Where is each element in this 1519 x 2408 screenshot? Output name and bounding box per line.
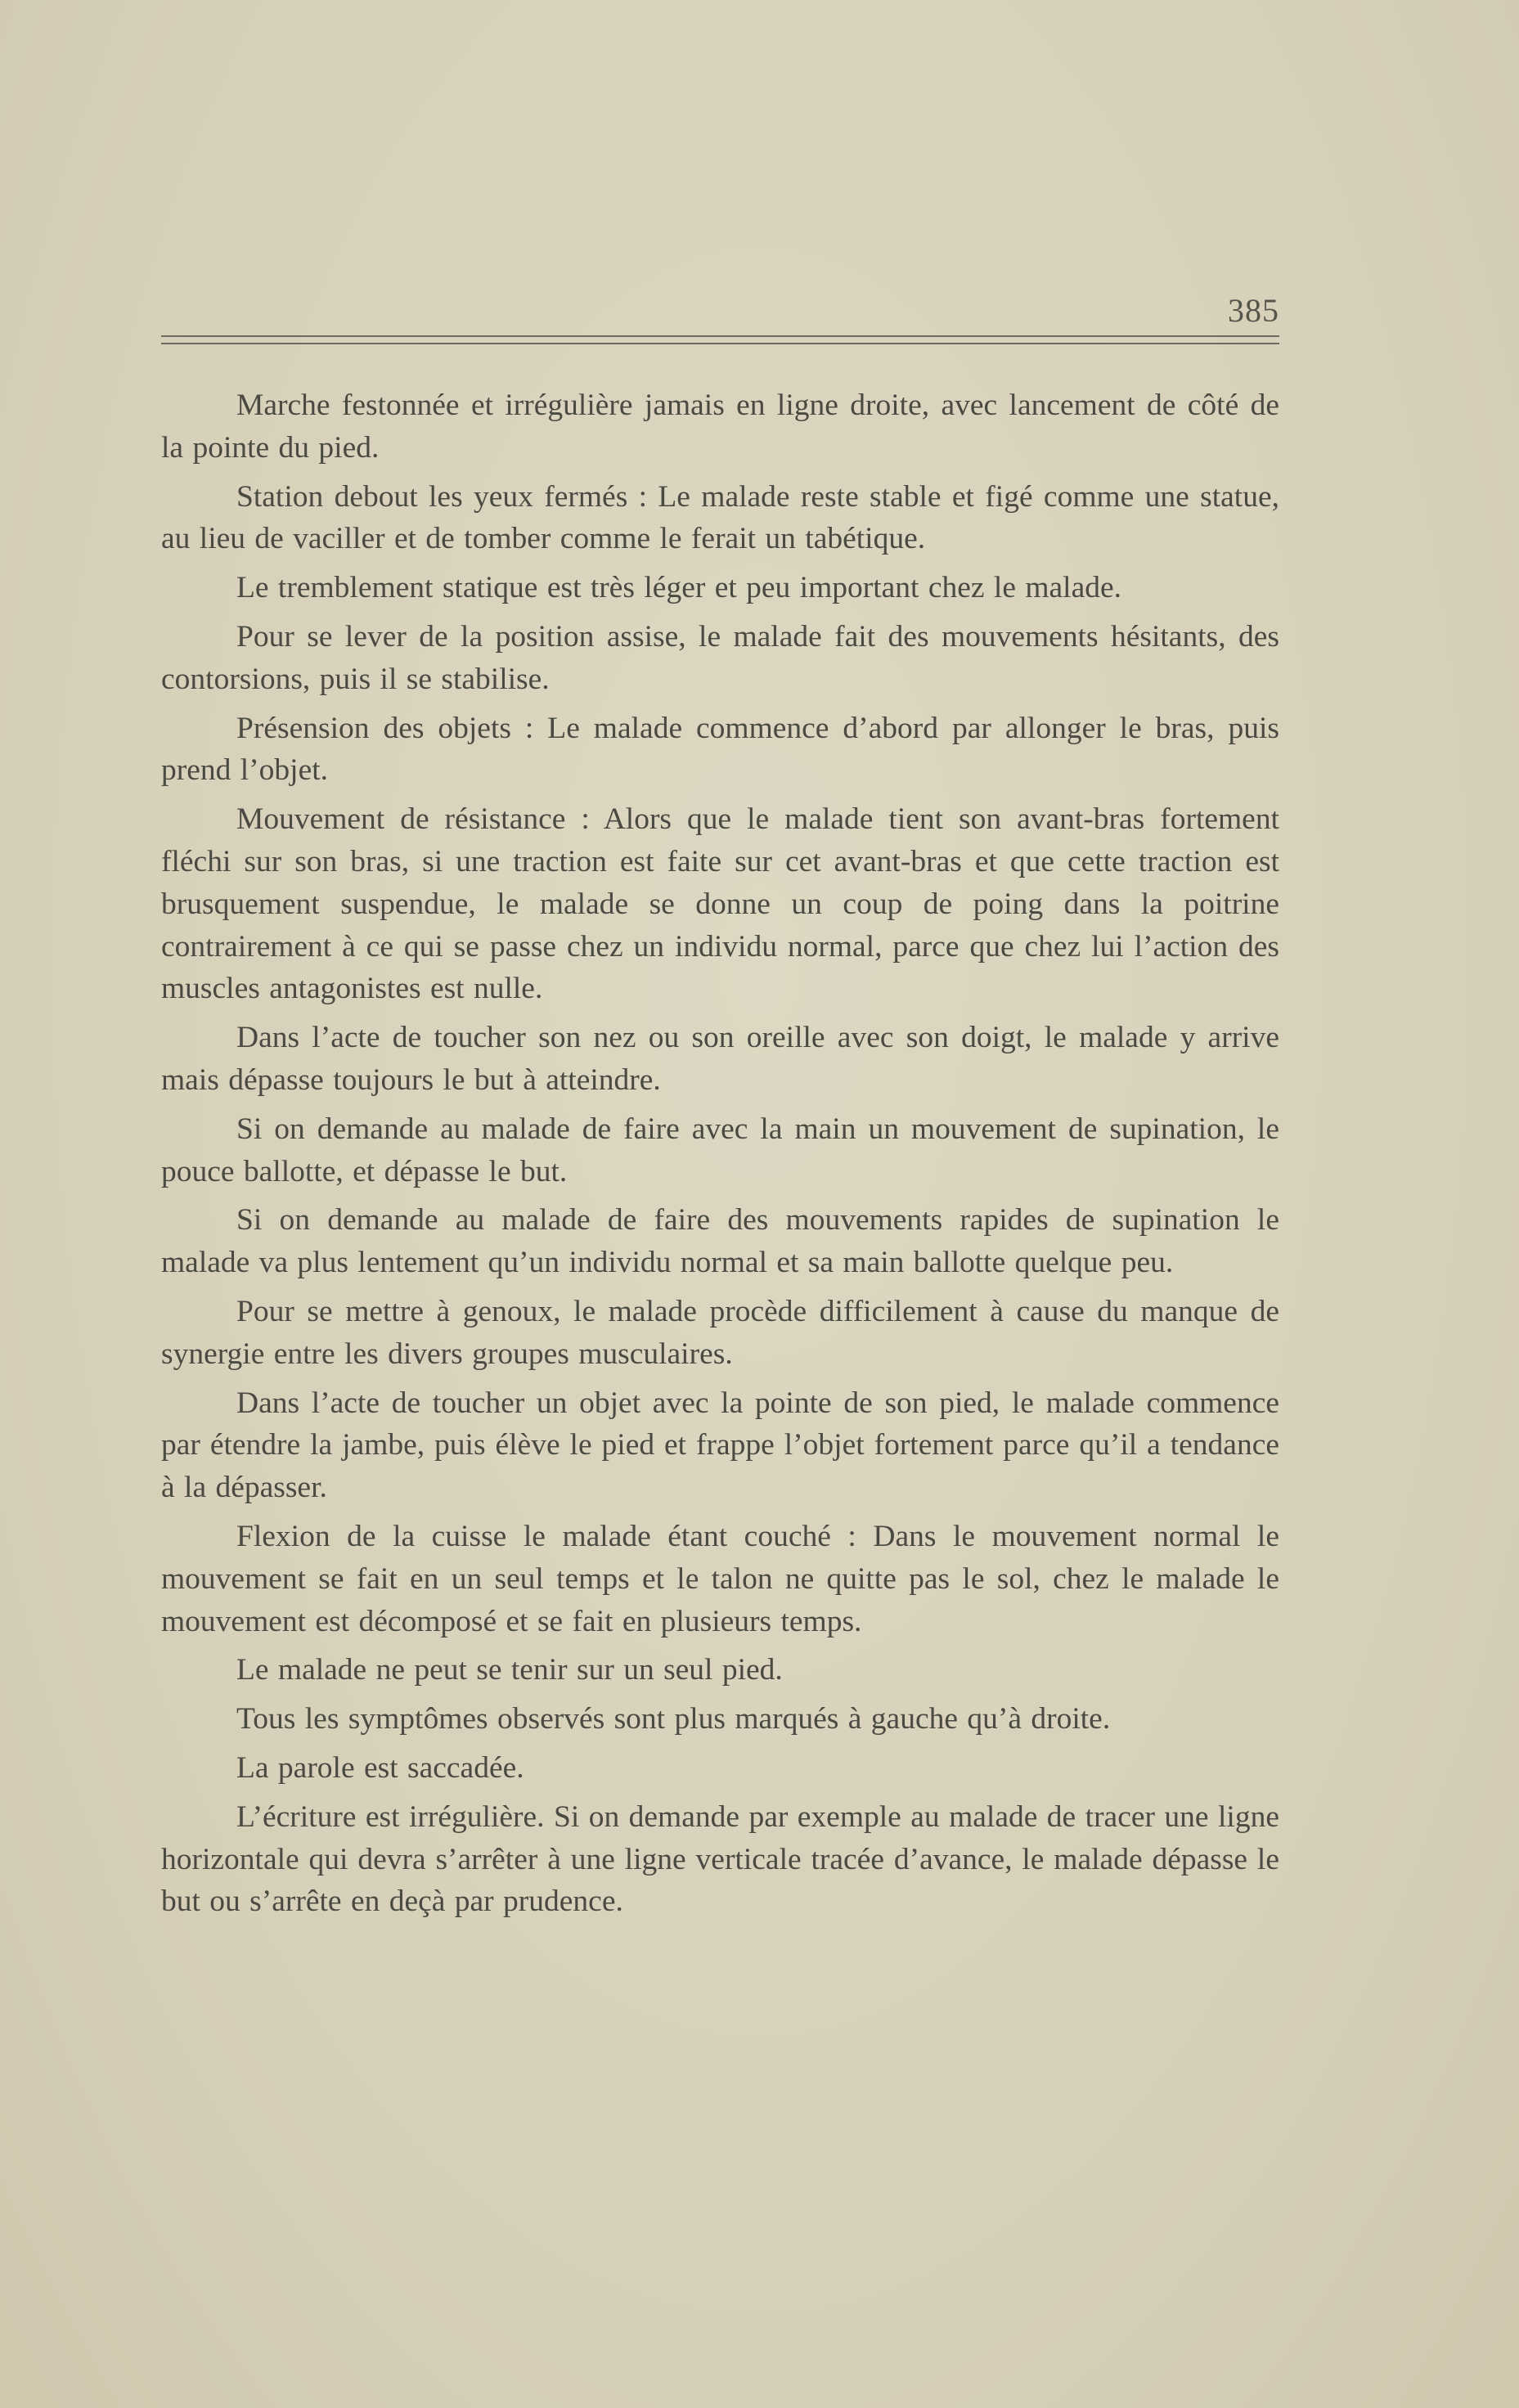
- paragraph-supination: Si on demande au malade de faire avec la main un mouvement de supination, le pouce ballotte, et dépasse le but.: [161, 1112, 1279, 1188]
- paragraph-writing: L’écriture est irrégulière. Si on demande par exemple au malade de tracer une ligne horizontale qui devra s’arrêter à une ligne verticale tracée d’avance, le malade dépasse le but ou s’arrête en deçà par prudence.: [161, 1799, 1279, 1919]
- paragraph-standing-eyes-closed: Station debout les yeux fermés : Le malade reste stable et figé comme une statue, au lieu de vaciller et de tomber comme le ferait un tabétique.: [161, 479, 1279, 556]
- paragraph-finger-nose: Dans l’acte de toucher son nez ou son oreille avec son doigt, le malade y arrive mais dépasse toujours le but à atteindre.: [161, 1021, 1279, 1097]
- page-number: 385: [1228, 292, 1279, 329]
- paragraph-resistance: Mouvement de résistance : Alors que le malade tient son avant-bras fortement fléchi sur son bras, si une traction est faite sur cet avant-bras et que cette traction est brusquement suspendue, le malade se donne un coup de poing dans la poitrine contrairement à ce qui se passe chez un individu normal, parce que chez lui l’action des muscles antagonistes est nulle.: [161, 802, 1279, 1006]
- paragraph-single-foot: Le malade ne peut se tenir sur un seul pied.: [236, 1653, 783, 1687]
- paragraph-thigh-flexion: Flexion de la cuisse le malade étant couché : Dans le mouvement normal le mouvement se fait en un seul temps et le talon ne quitte pas le sol, chez le malade le mouvement est décomposé et se fait en plusieurs temps.: [161, 1519, 1279, 1638]
- paragraph-rapid-supination: Si on demande au malade de faire des mouvements rapides de supination le malade va plus lentement qu’un individu normal et sa main ballotte quelque peu.: [161, 1203, 1279, 1280]
- header-rule-top: [161, 335, 1279, 337]
- paragraph-kneeling: Pour se mettre à genoux, le malade procède difficilement à cause du manque de synergie entre les divers groupes musculaires.: [161, 1294, 1279, 1371]
- header-rule-bottom: [161, 343, 1279, 344]
- paragraph-rising: Pour se lever de la position assise, le malade fait des mouvements hésitants, des contorsions, puis il se stabilise.: [161, 619, 1279, 696]
- paragraph-speech: La parole est saccadée.: [236, 1750, 524, 1785]
- paragraph-left-right: Tous les symptômes observés sont plus marqués à gauche qu’à droite.: [236, 1702, 1111, 1736]
- paragraph-static-tremor: Le tremblement statique est très léger et peu important chez le malade.: [236, 571, 1121, 605]
- paragraph-foot-touch: Dans l’acte de toucher un objet avec la pointe de son pied, le malade commence par étendre la jambe, puis élève le pied et frappe l’objet fortement parce qu’il a tendance à la dépasser.: [161, 1386, 1279, 1505]
- paragraph-gait: Marche festonnée et irrégulière jamais en ligne droite, avec lancement de côté de la pointe du pied.: [161, 389, 1279, 465]
- body-text: [161, 384, 1279, 1930]
- paragraph-grasping: Présension des objets : Le malade commence d’abord par allonger le bras, puis prend l’objet.: [161, 711, 1279, 788]
